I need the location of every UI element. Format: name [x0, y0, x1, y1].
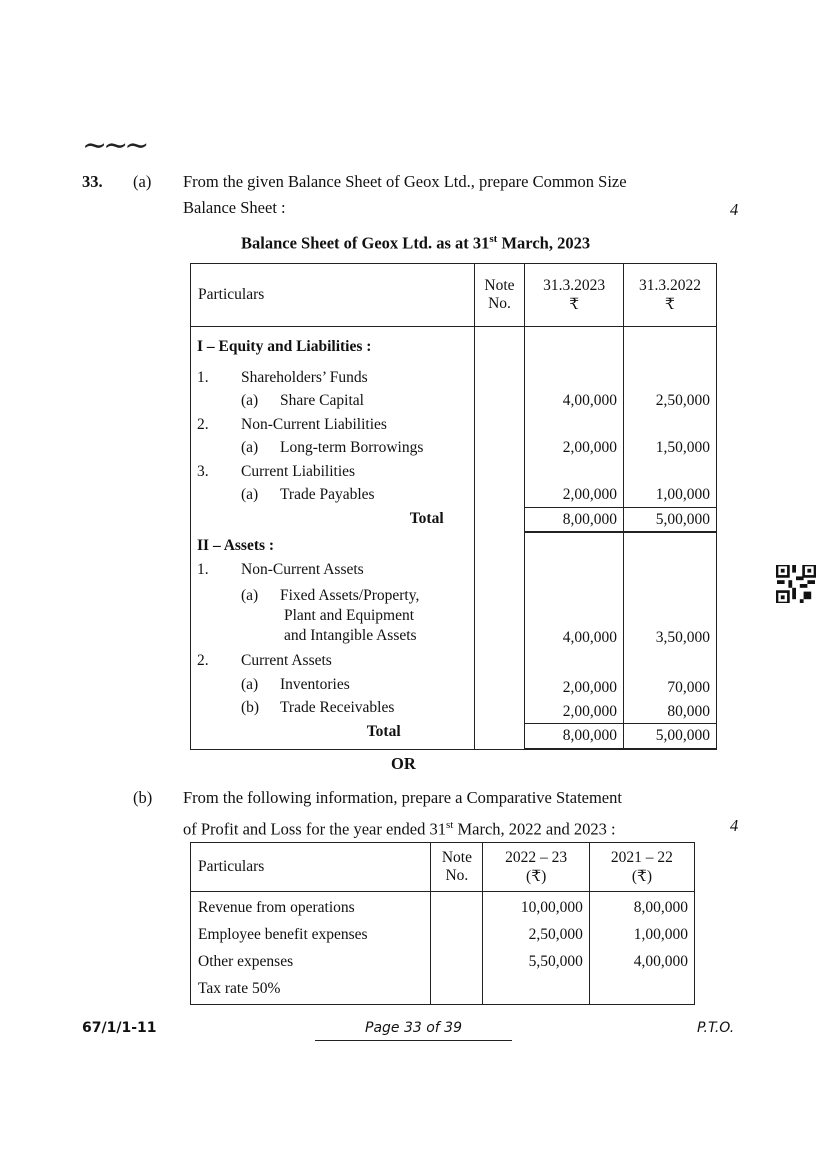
part-b-label: (b) [133, 788, 153, 807]
or-separator: OR [391, 754, 416, 773]
borrowings-2022: 1,50,000 [655, 439, 710, 456]
table-cell: 1,00,000 [633, 926, 688, 943]
header-note-no: Note No. [474, 264, 525, 327]
page-number: Page 33 of 39 [315, 1020, 512, 1041]
part-a-text-line2: Balance Sheet : [183, 198, 286, 217]
share-capital-2023: 4,00,000 [562, 392, 617, 409]
part-b-text-line2: of Profit and Loss for the year ended 31st March, 2022 and 2023 : [183, 819, 616, 839]
table-row-label: Employee benefit expenses [198, 926, 368, 943]
table-row-label: Tax rate 50% [198, 980, 281, 997]
receivables-2022: 80,000 [624, 700, 716, 725]
question-number: 33. [82, 172, 103, 191]
part-a-label: (a) [133, 172, 152, 191]
fixed-assets-2023: 4,00,000 [562, 629, 617, 646]
table-cell [590, 975, 688, 1002]
total-assets-2023: 8,00,000 [525, 724, 623, 750]
table-cell: 8,00,000 [633, 899, 688, 916]
list-item: (a) Share Capital [241, 392, 364, 409]
list-item: 1. Non-Current Assets [197, 560, 364, 578]
part-a-text-line1: From the given Balance Sheet of Geox Ltd., prepare Common Size [183, 172, 627, 191]
payables-2022: 1,00,000 [624, 483, 716, 508]
header-2021-22: 2021 – 22 (₹) [589, 843, 694, 892]
balance-sheet-title: Balance Sheet of Geox Ltd. as at 31st March, 2023 [241, 233, 591, 253]
inventories-2022: 70,000 [667, 679, 710, 696]
table-row-label: Revenue from operations [198, 899, 355, 916]
table-cell: 2,50,000 [528, 926, 583, 943]
list-item: (a) Fixed Assets/Property, Plant and Equipment and Intangible Assets [241, 587, 420, 644]
table-row-label: Other expenses [198, 953, 294, 970]
balance-sheet-header-row [191, 264, 717, 327]
list-item: 1. Shareholders’ Funds [197, 368, 368, 386]
list-item: 2. Non-Current Liabilities [197, 415, 387, 433]
section-title: I – Equity and Liabilities : [197, 338, 372, 355]
part-b-text-line1: From the following information, prepare a Comparative Statement [183, 788, 622, 807]
header-particulars: Particulars [191, 843, 431, 892]
fixed-assets-2022: 3,50,000 [655, 629, 710, 646]
list-item: (a) Long-term Borrowings [241, 439, 424, 456]
table-cell [483, 975, 582, 1002]
comparative-statement-table [190, 842, 695, 1005]
part-b-marks: 4 [730, 816, 739, 835]
header-2023: 31.3.2023 ₹ [525, 264, 624, 327]
table-cell: 4,00,000 [633, 953, 688, 970]
header-particulars: Particulars [191, 264, 475, 327]
comparative-body [191, 892, 695, 1005]
list-item: (a) Inventories [241, 675, 350, 693]
total-label: Total [409, 509, 444, 527]
section-title: II – Assets : [197, 537, 275, 554]
pto-label: P.T.O. [697, 1020, 735, 1036]
equity-liabilities-section [191, 327, 717, 534]
header-note-no: Note No. [431, 843, 483, 892]
list-item: (a) Trade Payables [241, 486, 375, 503]
table-cell: 10,00,000 [520, 899, 583, 916]
total-assets-2022: 5,00,000 [624, 724, 716, 750]
header-2022: 31.3.2022 ₹ [623, 264, 716, 327]
decorative-wave: ∼∼∼ [82, 128, 146, 163]
header-2022-23: 2022 – 23 (₹) [483, 843, 589, 892]
list-item: 3. Current Liabilities [197, 462, 356, 480]
part-a-marks: 4 [730, 200, 739, 219]
list-item: (b) Trade Receivables [241, 699, 395, 716]
balance-sheet-table [190, 263, 717, 750]
comparative-header-row [191, 843, 695, 892]
share-capital-2022: 2,50,000 [655, 392, 710, 409]
table-cell: 5,50,000 [528, 953, 583, 970]
list-item: 2. Current Assets [197, 652, 332, 669]
payables-2023: 2,00,000 [525, 483, 623, 508]
qr-code-icon [776, 565, 816, 603]
borrowings-2023: 2,00,000 [562, 439, 617, 456]
total-liabilities-2022: 5,00,000 [624, 508, 716, 534]
receivables-2023: 2,00,000 [525, 700, 623, 725]
total-label: Total [366, 722, 401, 740]
paper-code: 67/1/1-11 [82, 1020, 157, 1036]
assets-section [191, 533, 717, 750]
inventories-2023: 2,00,000 [562, 679, 617, 696]
total-liabilities-2023: 8,00,000 [525, 508, 623, 534]
